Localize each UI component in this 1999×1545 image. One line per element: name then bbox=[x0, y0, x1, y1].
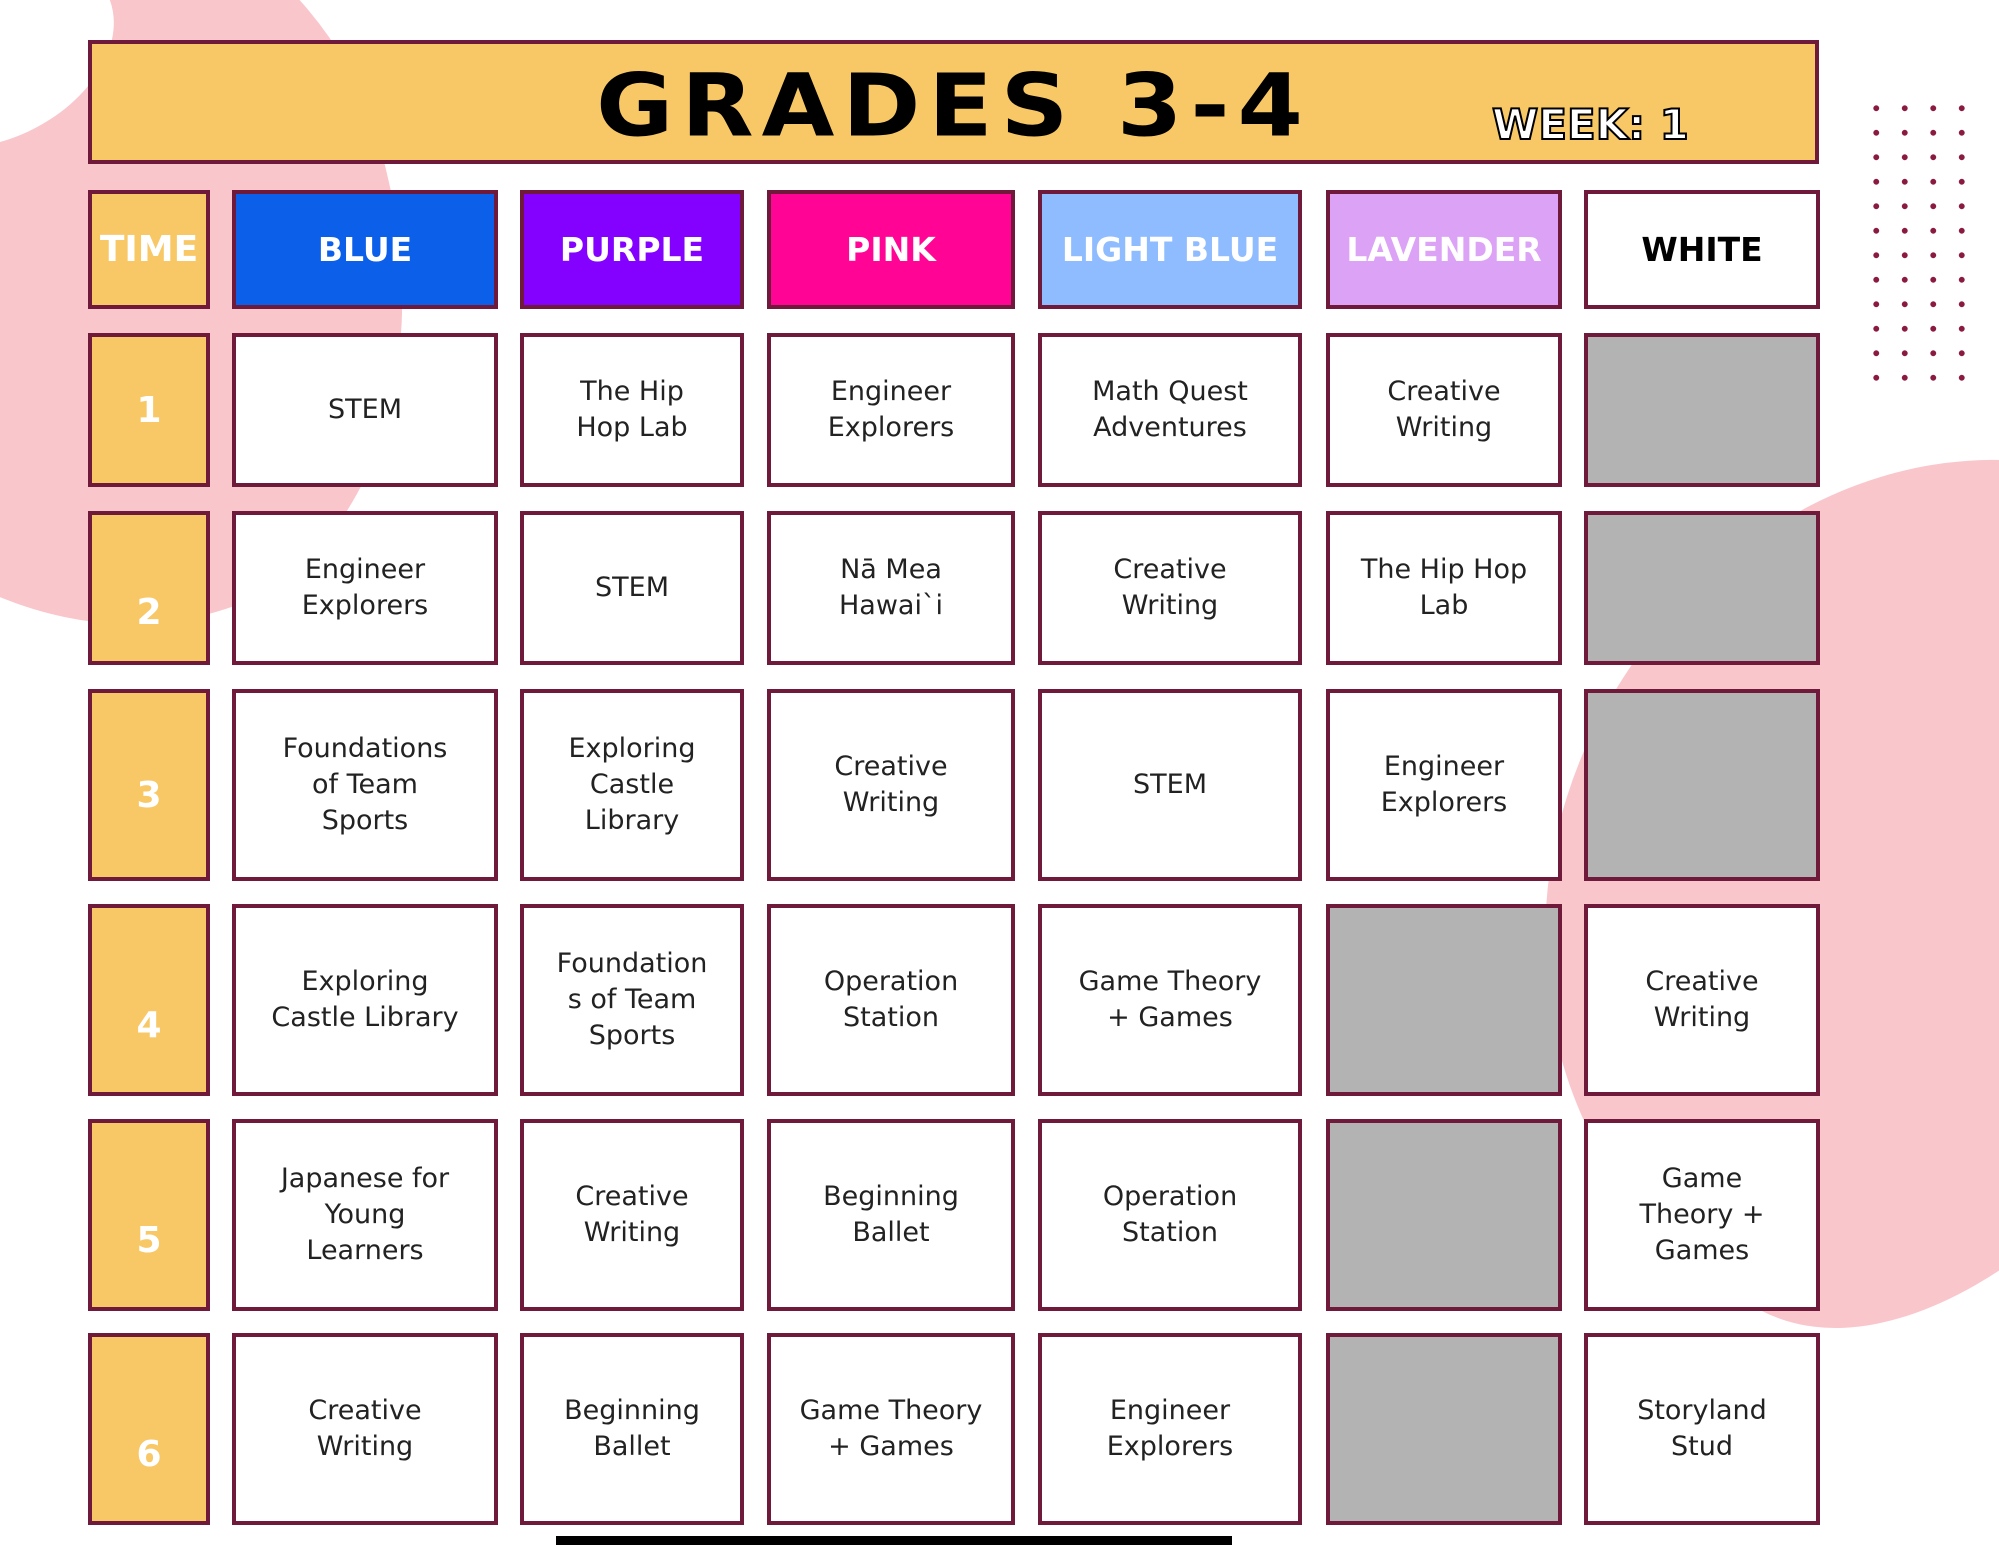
class-cell bbox=[767, 1119, 1015, 1311]
time-slot-2: 2 bbox=[88, 511, 210, 665]
empty-slot bbox=[1326, 904, 1562, 1096]
class-name: Creative Writing bbox=[575, 1181, 689, 1248]
class-cell bbox=[1038, 689, 1302, 881]
class-name: Engineer Explorers bbox=[301, 554, 429, 621]
class-cell bbox=[520, 1119, 744, 1311]
group-header-lavender: LAVENDER bbox=[1326, 190, 1562, 309]
class-cell bbox=[232, 511, 498, 665]
class-name: Foundations of Team Sports bbox=[282, 733, 448, 836]
class-name: Creative Writing bbox=[1387, 376, 1501, 443]
class-name: Engineer Explorers bbox=[1380, 751, 1508, 818]
class-name: Game Theory + Games bbox=[1078, 966, 1262, 1033]
class-cell bbox=[767, 511, 1015, 665]
class-cell bbox=[1584, 904, 1820, 1096]
time-slot-5: 5 bbox=[88, 1119, 210, 1311]
group-header-blue: BLUE bbox=[232, 190, 498, 309]
class-name: Storyland Stud bbox=[1637, 1395, 1767, 1462]
class-name: STEM bbox=[1133, 769, 1207, 800]
group-header-light-blue: LIGHT BLUE bbox=[1038, 190, 1302, 309]
class-cell bbox=[767, 1333, 1015, 1525]
empty-slot bbox=[1584, 689, 1820, 881]
class-cell bbox=[1326, 689, 1562, 881]
class-name: Exploring Castle Library bbox=[271, 966, 459, 1033]
week-label: WEEK: 1 bbox=[1492, 100, 1689, 149]
class-cell bbox=[1326, 333, 1562, 487]
class-cell bbox=[520, 1333, 744, 1525]
class-name: STEM bbox=[328, 394, 402, 425]
class-name: Game Theory + Games bbox=[799, 1395, 983, 1462]
group-header-white: WHITE bbox=[1584, 190, 1820, 309]
class-cell bbox=[1038, 1119, 1302, 1311]
class-name: Creative Writing bbox=[1645, 966, 1759, 1033]
class-cell bbox=[767, 333, 1015, 487]
class-cell bbox=[1584, 1333, 1820, 1525]
time-slot-6: 6 bbox=[88, 1333, 210, 1525]
class-name: The Hip Hop Lab bbox=[576, 376, 688, 443]
class-cell bbox=[520, 333, 744, 487]
class-cell bbox=[520, 689, 744, 881]
class-cell bbox=[520, 904, 744, 1096]
class-name: Math Quest Adventures bbox=[1092, 376, 1248, 443]
class-name: STEM bbox=[595, 572, 669, 603]
class-name: Operation Station bbox=[823, 966, 959, 1033]
bottom-rule bbox=[556, 1536, 1232, 1545]
class-name: The Hip Hop Lab bbox=[1360, 554, 1528, 621]
class-name: Nā Mea Hawai`i bbox=[839, 554, 943, 621]
title-banner bbox=[88, 40, 1819, 164]
class-cell bbox=[232, 1333, 498, 1525]
class-name: Creative Writing bbox=[1113, 554, 1227, 621]
class-name: Creative Writing bbox=[308, 1395, 422, 1462]
class-name: Operation Station bbox=[1102, 1181, 1238, 1248]
group-header-pink: PINK bbox=[767, 190, 1015, 309]
class-cell bbox=[232, 904, 498, 1096]
class-name: Beginning Ballet bbox=[564, 1395, 700, 1462]
time-slot-1: 1 bbox=[88, 333, 210, 487]
class-cell bbox=[1038, 1333, 1302, 1525]
class-cell bbox=[1038, 511, 1302, 665]
class-cell bbox=[232, 1119, 498, 1311]
class-name: Beginning Ballet bbox=[823, 1181, 959, 1248]
class-name: Japanese for Young Learners bbox=[280, 1163, 450, 1266]
class-cell bbox=[1038, 904, 1302, 1096]
class-cell bbox=[1584, 1119, 1820, 1311]
class-name: Engineer Explorers bbox=[827, 376, 955, 443]
time-slot-4: 4 bbox=[88, 904, 210, 1096]
class-name: Game Theory + Games bbox=[1639, 1163, 1765, 1266]
page-title: GRADES 3-4 bbox=[596, 56, 1311, 157]
time-header: TIME bbox=[88, 190, 210, 309]
decorative-dot-grid bbox=[1862, 96, 1972, 386]
empty-slot bbox=[1584, 511, 1820, 665]
class-name: Foundation s of Team Sports bbox=[556, 948, 708, 1051]
empty-slot bbox=[1326, 1333, 1562, 1525]
group-header-purple: PURPLE bbox=[520, 190, 744, 309]
class-name: Engineer Explorers bbox=[1106, 1395, 1234, 1462]
class-cell bbox=[232, 333, 498, 487]
empty-slot bbox=[1584, 333, 1820, 487]
class-name: Exploring Castle Library bbox=[568, 733, 696, 836]
class-cell bbox=[767, 904, 1015, 1096]
class-name: Creative Writing bbox=[834, 751, 948, 818]
class-cell bbox=[1038, 333, 1302, 487]
class-cell bbox=[232, 689, 498, 881]
class-cell bbox=[520, 511, 744, 665]
time-slot-3: 3 bbox=[88, 689, 210, 881]
empty-slot bbox=[1326, 1119, 1562, 1311]
class-cell bbox=[767, 689, 1015, 881]
class-cell bbox=[1326, 511, 1562, 665]
